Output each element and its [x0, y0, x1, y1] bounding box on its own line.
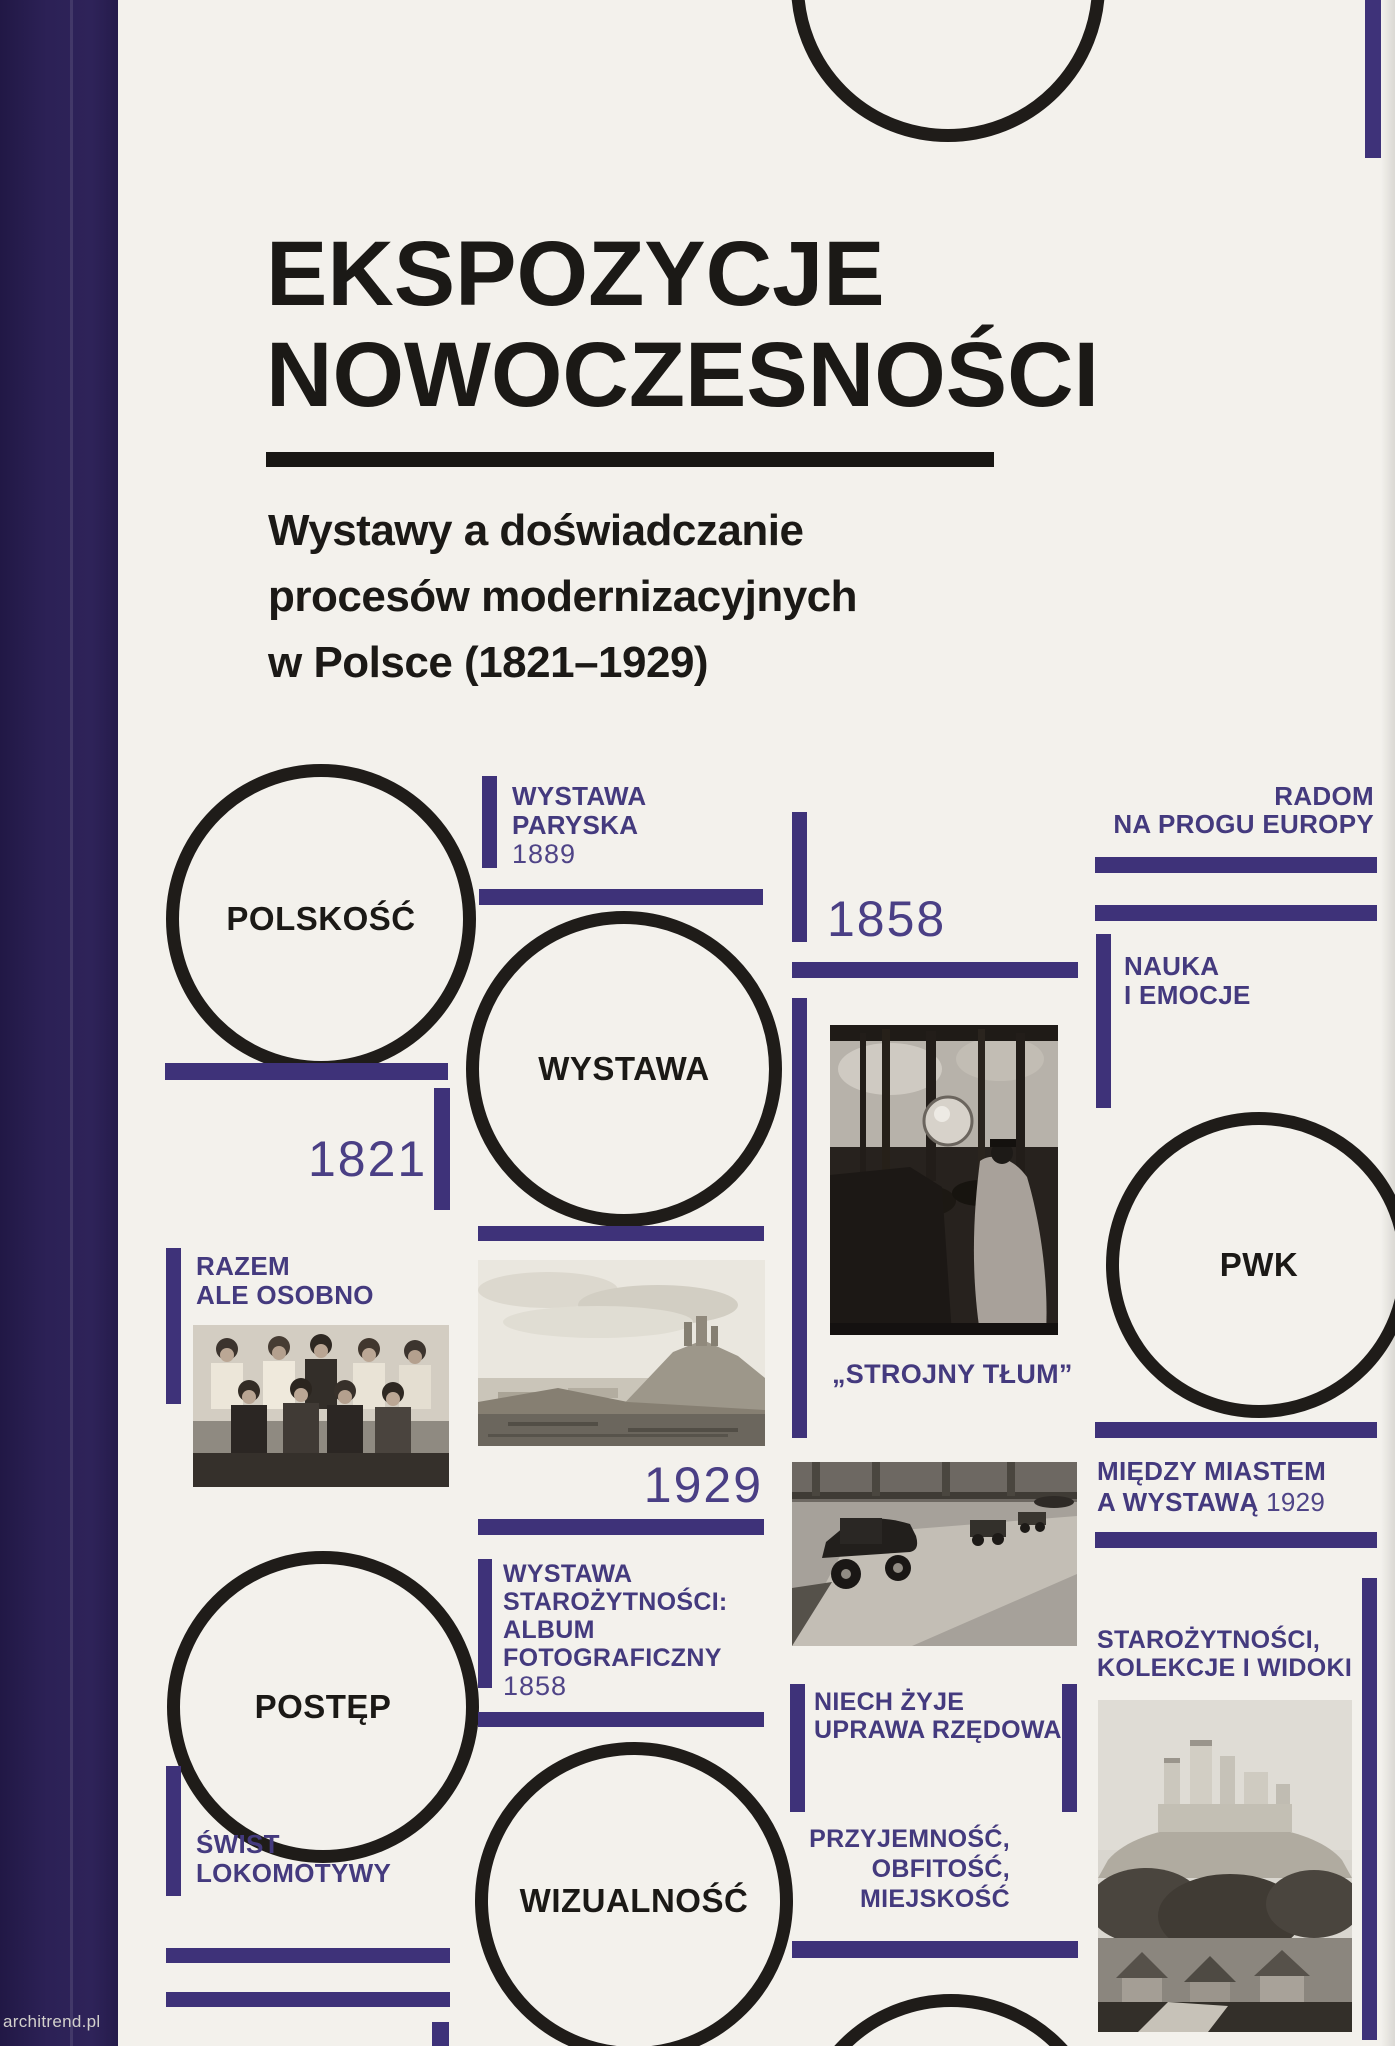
subtitle-line3: w Polsce (1821–1929) [268, 638, 709, 687]
exhibition-crowd-photo [830, 1025, 1058, 1335]
label-line: PARYSKA [512, 810, 639, 840]
label-line: ALE OSOBNO [196, 1280, 374, 1310]
label-starozytnosci-kolekcje [1097, 1626, 1352, 1682]
label-fragment: A WYSTAWĄ [1097, 1487, 1259, 1517]
subtitle-line2: procesów modernizacyjnych [268, 572, 858, 621]
divider-bar [478, 1712, 764, 1727]
accent-bar [166, 1248, 181, 1404]
divider-bar [479, 889, 763, 905]
circle-wystawa-label: WYSTAWA [538, 1050, 710, 1087]
year-1858-small: 1858 [503, 1671, 568, 1701]
accent-bar [166, 1766, 181, 1896]
label-line: STAROŻYTNOŚCI: [503, 1588, 728, 1616]
label-swist-lokomotywy [196, 1830, 391, 1888]
label-line: MIEJSKOŚĆ [860, 1885, 1010, 1913]
divider-bar [478, 1519, 764, 1535]
label-line: WYSTAWA [503, 1560, 633, 1588]
label-line: ALBUM [503, 1616, 595, 1644]
label-line: FOTOGRAFICZNY [503, 1644, 722, 1672]
castle-village-etching [1098, 1700, 1352, 2032]
label-line: STAROŻYTNOŚCI, [1097, 1626, 1321, 1654]
divider-bar [1095, 857, 1377, 873]
label-line: LOKOMOTYWY [196, 1858, 392, 1888]
label-line: PRZYJEMNOŚĆ, [809, 1825, 1010, 1853]
circle-postep [167, 1551, 479, 1863]
year-1889: 1889 [512, 839, 577, 869]
divider-bar [1095, 1532, 1377, 1548]
year-1821: 1821 [308, 1131, 428, 1187]
accent-bar [1062, 1684, 1077, 1812]
label-line: NA PROGU EUROPY [1113, 809, 1374, 839]
title-line2: NOWOCZESNOŚCI [266, 324, 1100, 426]
label-line: NIECH ŻYJE [814, 1688, 965, 1716]
circle-pwk-label: PWK [1219, 1246, 1299, 1283]
label-line: I EMOCJE [1124, 980, 1251, 1010]
label-line: KOLEKCJE I WIDOKI [1097, 1654, 1353, 1682]
label-razem-ale-osobno [196, 1252, 374, 1310]
label-line: OBFITOŚĆ, [871, 1855, 1010, 1883]
label-line: NAUKA [1124, 951, 1220, 981]
label-line: UPRAWA RZĘDOWA [814, 1716, 1062, 1744]
label-line: RAZEM [196, 1251, 290, 1281]
label-miedzy-miastem [1097, 1456, 1326, 1518]
title-line1: EKSPOZYCJE [266, 223, 885, 325]
page-edge-shadow [1381, 0, 1395, 2046]
label-line: MIĘDZY MIASTEM [1097, 1456, 1327, 1486]
accent-bar [1096, 934, 1111, 1108]
year-1929-inline: 1929 [1266, 1487, 1326, 1517]
year-1929: 1929 [643, 1457, 763, 1513]
subtitle-line1: Wystawy a doświadczanie [268, 506, 804, 555]
label-wystawa-paryska [512, 782, 647, 869]
landscape-etching [478, 1260, 765, 1446]
title-rule [266, 452, 994, 467]
page-title [266, 224, 1099, 426]
spine-crease [70, 0, 73, 2046]
top-partial-circle [791, 0, 1105, 142]
accent-bar [792, 998, 807, 1438]
divider-bar [1095, 905, 1377, 921]
bottom-partial-circle [794, 1994, 1108, 2046]
circle-wizualnosc-label: WIZUALNOŚĆ [519, 1882, 749, 1919]
circle-polskosc [166, 764, 476, 1074]
accent-bar [792, 812, 807, 942]
divider-bar [1095, 1422, 1377, 1438]
year-1858: 1858 [827, 891, 947, 947]
circle-pwk [1106, 1112, 1395, 1418]
label-line: WYSTAWA [512, 781, 647, 811]
caption-strojny-tlum: „STROJNY TŁUM” [832, 1359, 1073, 1389]
accent-bar [790, 1684, 805, 1812]
accent-bar [434, 1088, 450, 1210]
label-line: ŚWIST [196, 1829, 280, 1859]
label-wystawa-starozytnosci [503, 1560, 728, 1700]
label-przyjemnosc [700, 1824, 1010, 1914]
label-line [1097, 1487, 1326, 1518]
accent-bar [1362, 1578, 1377, 2040]
divider-bar [166, 1992, 450, 2007]
circle-postep-label: POSTĘP [254, 1688, 392, 1725]
circle-wystawa [466, 911, 782, 1227]
accent-bar [432, 2022, 449, 2046]
circle-polskosc-label: POLSKOŚĆ [226, 900, 416, 937]
top-right-bar [1365, 0, 1381, 158]
subtitle [268, 498, 857, 696]
label-nauka-i-emocje [1124, 952, 1251, 1010]
divider-bar [792, 962, 1078, 978]
label-radom [1074, 782, 1374, 838]
group-portrait-photo [193, 1325, 449, 1487]
divider-bar [165, 1063, 448, 1080]
divider-bar [166, 1948, 450, 1963]
accent-bar [482, 776, 497, 868]
label-niech-zyje [814, 1688, 1062, 1744]
book-spine [0, 0, 118, 2046]
label-line: RADOM [1274, 781, 1374, 811]
divider-bar [792, 1941, 1078, 1958]
watermark: architrend.pl [3, 2012, 101, 2031]
divider-bar [478, 1226, 764, 1241]
accent-bar [478, 1559, 492, 1688]
street-cars-photo [792, 1462, 1077, 1646]
